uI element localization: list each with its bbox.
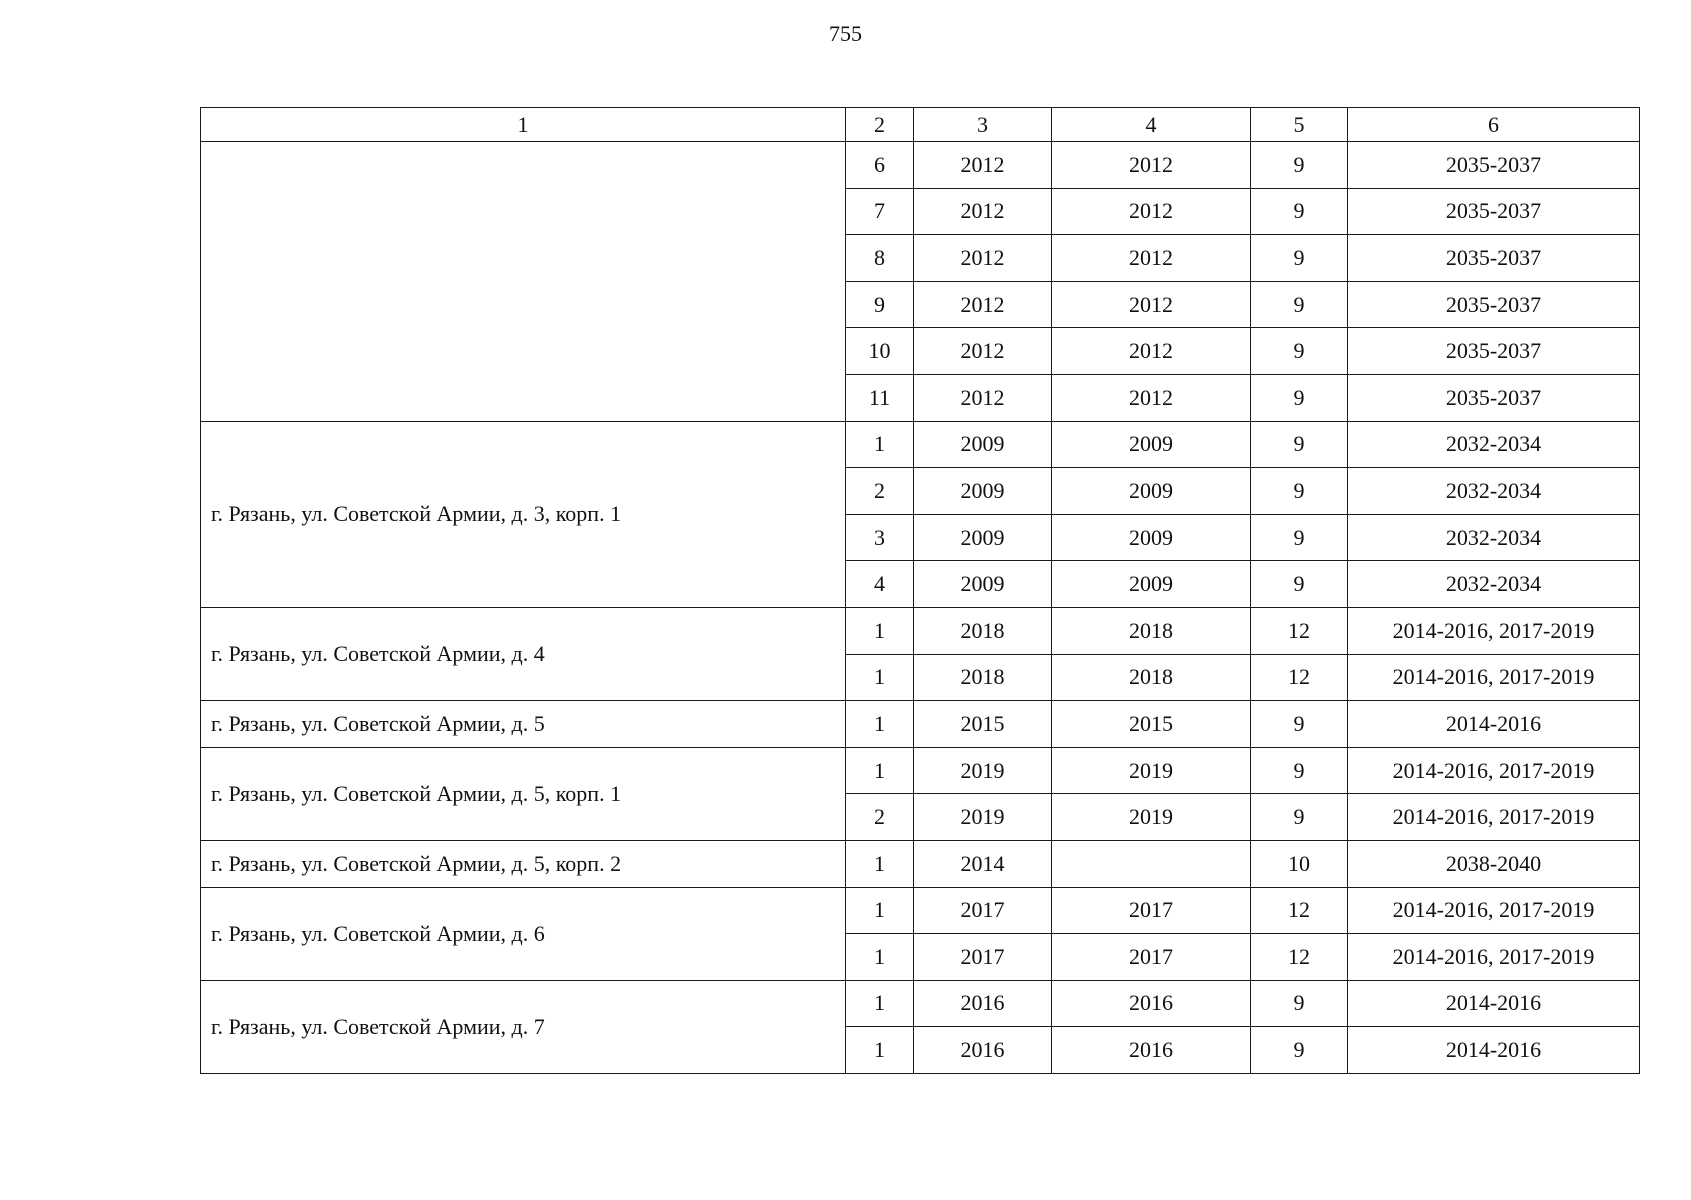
year-cell: 2009 bbox=[1052, 561, 1251, 608]
year-cell: 2012 bbox=[914, 328, 1052, 375]
address-cell: г. Рязань, ул. Советской Армии, д. 5, корп. 2 bbox=[201, 840, 846, 887]
year-cell: 2012 bbox=[914, 142, 1052, 189]
period-cell: 2014-2016 bbox=[1348, 980, 1640, 1027]
unit-number-cell: 3 bbox=[846, 514, 914, 561]
column-header: 1 bbox=[201, 108, 846, 142]
unit-number-cell: 1 bbox=[846, 421, 914, 468]
period-cell: 2035-2037 bbox=[1348, 281, 1640, 328]
period-cell: 2032-2034 bbox=[1348, 468, 1640, 515]
table-row bbox=[201, 421, 1640, 468]
year-cell bbox=[1052, 840, 1251, 887]
value-cell: 9 bbox=[1251, 421, 1348, 468]
period-cell: 2014-2016, 2017-2019 bbox=[1348, 794, 1640, 841]
value-cell: 9 bbox=[1251, 281, 1348, 328]
year-cell: 2019 bbox=[914, 794, 1052, 841]
year-cell: 2019 bbox=[914, 747, 1052, 794]
unit-number-cell: 2 bbox=[846, 794, 914, 841]
unit-number-cell: 2 bbox=[846, 468, 914, 515]
table-row bbox=[201, 607, 1640, 654]
address-cell: г. Рязань, ул. Советской Армии, д. 3, корп. 1 bbox=[201, 421, 846, 607]
year-cell: 2015 bbox=[914, 701, 1052, 748]
year-cell: 2012 bbox=[1052, 281, 1251, 328]
value-cell: 9 bbox=[1251, 1027, 1348, 1074]
column-header: 6 bbox=[1348, 108, 1640, 142]
table-row bbox=[201, 980, 1640, 1027]
year-cell: 2016 bbox=[914, 980, 1052, 1027]
year-cell: 2015 bbox=[1052, 701, 1251, 748]
column-header: 2 bbox=[846, 108, 914, 142]
register-table bbox=[200, 107, 1640, 1074]
value-cell: 9 bbox=[1251, 561, 1348, 608]
value-cell: 9 bbox=[1251, 142, 1348, 189]
table-row bbox=[201, 701, 1640, 748]
unit-number-cell: 6 bbox=[846, 142, 914, 189]
year-cell: 2009 bbox=[1052, 468, 1251, 515]
address-cell: г. Рязань, ул. Советской Армии, д. 6 bbox=[201, 887, 846, 980]
year-cell: 2012 bbox=[914, 374, 1052, 421]
unit-number-cell: 7 bbox=[846, 188, 914, 235]
year-cell: 2012 bbox=[1052, 328, 1251, 375]
table-row bbox=[201, 142, 1640, 189]
unit-number-cell: 1 bbox=[846, 840, 914, 887]
unit-number-cell: 8 bbox=[846, 235, 914, 282]
unit-number-cell: 1 bbox=[846, 887, 914, 934]
year-cell: 2019 bbox=[1052, 794, 1251, 841]
value-cell: 9 bbox=[1251, 374, 1348, 421]
address-cell bbox=[201, 142, 846, 422]
unit-number-cell: 1 bbox=[846, 980, 914, 1027]
value-cell: 9 bbox=[1251, 980, 1348, 1027]
period-cell: 2014-2016, 2017-2019 bbox=[1348, 934, 1640, 981]
year-cell: 2017 bbox=[914, 934, 1052, 981]
period-cell: 2035-2037 bbox=[1348, 142, 1640, 189]
year-cell: 2016 bbox=[1052, 1027, 1251, 1074]
period-cell: 2014-2016, 2017-2019 bbox=[1348, 887, 1640, 934]
unit-number-cell: 1 bbox=[846, 747, 914, 794]
year-cell: 2009 bbox=[914, 421, 1052, 468]
header-row bbox=[201, 108, 1640, 142]
year-cell: 2019 bbox=[1052, 747, 1251, 794]
year-cell: 2009 bbox=[914, 468, 1052, 515]
value-cell: 10 bbox=[1251, 840, 1348, 887]
period-cell: 2038-2040 bbox=[1348, 840, 1640, 887]
value-cell: 9 bbox=[1251, 235, 1348, 282]
address-cell: г. Рязань, ул. Советской Армии, д. 7 bbox=[201, 980, 846, 1073]
table-row bbox=[201, 887, 1640, 934]
page-number: 755 bbox=[829, 21, 862, 46]
column-header: 4 bbox=[1052, 108, 1251, 142]
year-cell: 2009 bbox=[914, 561, 1052, 608]
period-cell: 2014-2016 bbox=[1348, 1027, 1640, 1074]
unit-number-cell: 10 bbox=[846, 328, 914, 375]
year-cell: 2009 bbox=[914, 514, 1052, 561]
year-cell: 2018 bbox=[914, 654, 1052, 701]
period-cell: 2014-2016, 2017-2019 bbox=[1348, 654, 1640, 701]
year-cell: 2012 bbox=[914, 188, 1052, 235]
year-cell: 2009 bbox=[1052, 421, 1251, 468]
unit-number-cell: 9 bbox=[846, 281, 914, 328]
value-cell: 12 bbox=[1251, 607, 1348, 654]
value-cell: 9 bbox=[1251, 468, 1348, 515]
period-cell: 2035-2037 bbox=[1348, 374, 1640, 421]
value-cell: 9 bbox=[1251, 514, 1348, 561]
year-cell: 2017 bbox=[1052, 887, 1251, 934]
value-cell: 9 bbox=[1251, 747, 1348, 794]
year-cell: 2012 bbox=[1052, 374, 1251, 421]
value-cell: 12 bbox=[1251, 654, 1348, 701]
year-cell: 2009 bbox=[1052, 514, 1251, 561]
year-cell: 2016 bbox=[914, 1027, 1052, 1074]
address-cell: г. Рязань, ул. Советской Армии, д. 5, корп. 1 bbox=[201, 747, 846, 840]
period-cell: 2014-2016, 2017-2019 bbox=[1348, 747, 1640, 794]
period-cell: 2035-2037 bbox=[1348, 188, 1640, 235]
register-table-body bbox=[201, 108, 1640, 1074]
period-cell: 2032-2034 bbox=[1348, 561, 1640, 608]
table-row bbox=[201, 840, 1640, 887]
year-cell: 2016 bbox=[1052, 980, 1251, 1027]
column-header: 5 bbox=[1251, 108, 1348, 142]
value-cell: 12 bbox=[1251, 934, 1348, 981]
value-cell: 9 bbox=[1251, 188, 1348, 235]
year-cell: 2017 bbox=[914, 887, 1052, 934]
unit-number-cell: 1 bbox=[846, 934, 914, 981]
value-cell: 9 bbox=[1251, 794, 1348, 841]
unit-number-cell: 1 bbox=[846, 1027, 914, 1074]
year-cell: 2018 bbox=[914, 607, 1052, 654]
table-row bbox=[201, 747, 1640, 794]
unit-number-cell: 11 bbox=[846, 374, 914, 421]
period-cell: 2014-2016 bbox=[1348, 701, 1640, 748]
period-cell: 2035-2037 bbox=[1348, 235, 1640, 282]
unit-number-cell: 4 bbox=[846, 561, 914, 608]
year-cell: 2012 bbox=[1052, 188, 1251, 235]
period-cell: 2032-2034 bbox=[1348, 514, 1640, 561]
value-cell: 9 bbox=[1251, 328, 1348, 375]
year-cell: 2012 bbox=[1052, 142, 1251, 189]
value-cell: 12 bbox=[1251, 887, 1348, 934]
year-cell: 2017 bbox=[1052, 934, 1251, 981]
period-cell: 2014-2016, 2017-2019 bbox=[1348, 607, 1640, 654]
period-cell: 2035-2037 bbox=[1348, 328, 1640, 375]
value-cell: 9 bbox=[1251, 701, 1348, 748]
year-cell: 2018 bbox=[1052, 607, 1251, 654]
address-cell: г. Рязань, ул. Советской Армии, д. 5 bbox=[201, 701, 846, 748]
year-cell: 2012 bbox=[914, 235, 1052, 282]
address-cell: г. Рязань, ул. Советской Армии, д. 4 bbox=[201, 607, 846, 700]
unit-number-cell: 1 bbox=[846, 607, 914, 654]
year-cell: 2012 bbox=[914, 281, 1052, 328]
unit-number-cell: 1 bbox=[846, 654, 914, 701]
year-cell: 2018 bbox=[1052, 654, 1251, 701]
year-cell: 2014 bbox=[914, 840, 1052, 887]
period-cell: 2032-2034 bbox=[1348, 421, 1640, 468]
unit-number-cell: 1 bbox=[846, 701, 914, 748]
column-header: 3 bbox=[914, 108, 1052, 142]
year-cell: 2012 bbox=[1052, 235, 1251, 282]
